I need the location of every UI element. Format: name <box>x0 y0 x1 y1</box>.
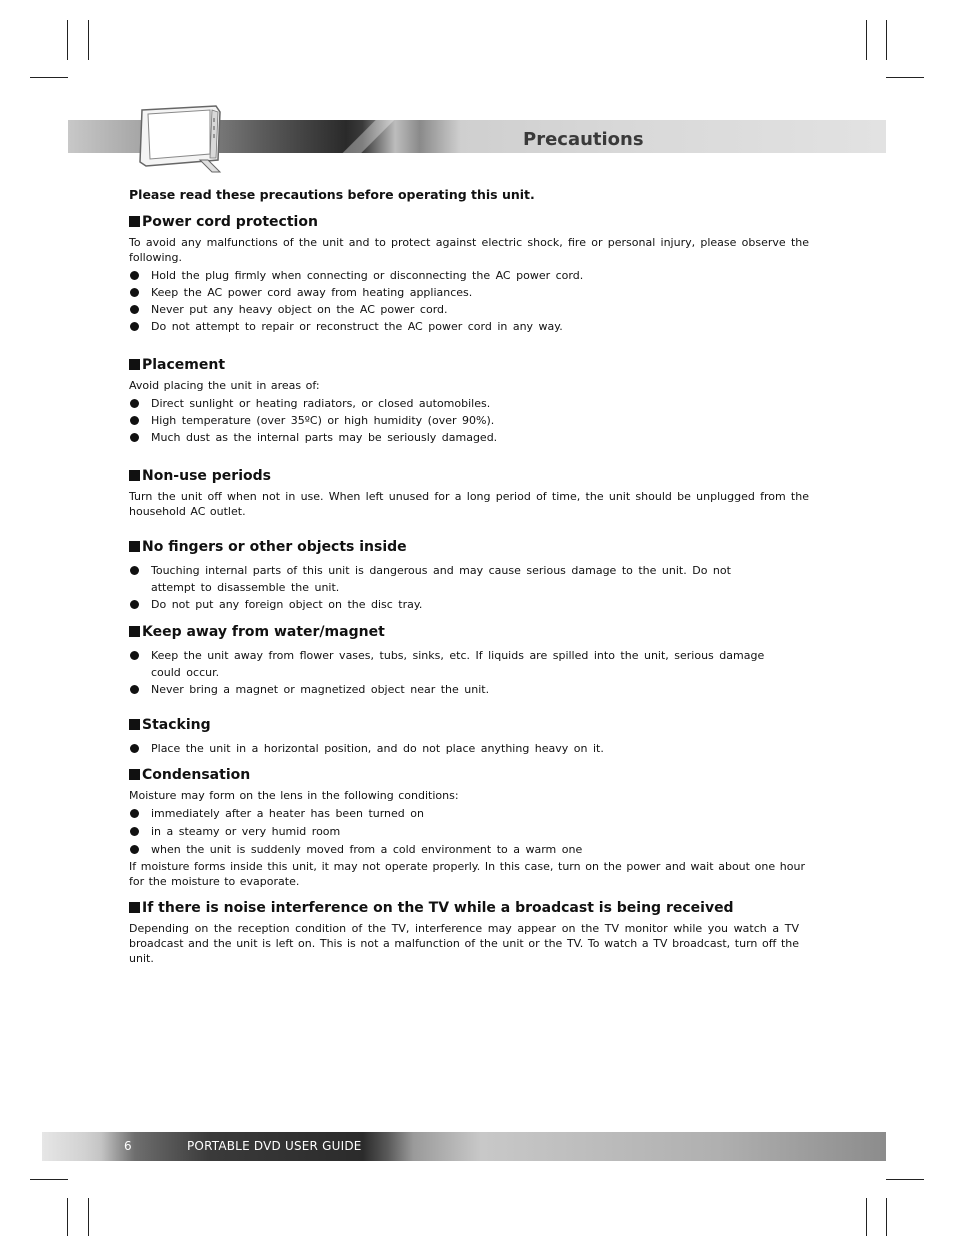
crop-mark <box>886 77 924 78</box>
crop-mark <box>886 1179 924 1180</box>
section-heading: If there is noise interference on the TV while a broadcast is being received <box>129 899 809 917</box>
crop-mark <box>30 1179 68 1180</box>
section-heading: Non-use periods <box>129 467 809 485</box>
section-text: To avoid any malfunctions of the unit and to protect against electric shock, fire or personal injury, please observe the following. <box>129 236 809 264</box>
bullet-dot-icon <box>130 600 139 609</box>
list-item: Do not attempt to repair or reconstruct the AC power cord in any way. <box>129 318 809 335</box>
list-item: Much dust as the internal parts may be seriously damaged. <box>129 429 809 446</box>
bullet-dot-icon <box>130 416 139 425</box>
bullet-dot-icon <box>130 433 139 442</box>
bullet-dot-icon <box>130 845 139 854</box>
list-item: Do not put any foreign object on the disc tray. <box>129 596 809 613</box>
list-item: Never bring a magnet or magnetized object near the unit. <box>129 681 809 698</box>
section-heading: Condensation <box>129 766 809 784</box>
list-item: Direct sunlight or heating radiators, or closed automobiles. <box>129 395 809 412</box>
crop-mark <box>886 1198 887 1236</box>
list-item: Place the unit in a horizontal position, and do not place anything heavy on it. <box>129 740 809 757</box>
list-item: Hold the plug firmly when connecting or disconnecting the AC power cord. <box>129 267 809 284</box>
section-placement <box>129 356 809 446</box>
bullet-dot-icon <box>130 744 139 753</box>
section-text: Turn the unit off when not in use. When left unused for a long period of time, the unit should be unplugged from the household AC outlet. <box>129 490 809 518</box>
footer-title: PORTABLE DVD USER GUIDE <box>187 1139 362 1153</box>
bullet-dot-icon <box>130 651 139 660</box>
section-text: Avoid placing the unit in areas of: <box>129 379 320 392</box>
bullet-dot-icon <box>130 399 139 408</box>
section-noise-interference <box>129 899 809 966</box>
bullet-dot-icon <box>130 288 139 297</box>
section-heading: Keep away from water/magnet <box>129 623 809 641</box>
section-stacking <box>129 716 809 757</box>
list-item: when the unit is suddenly moved from a cold environment to a warm one <box>129 841 809 859</box>
bullet-dot-icon <box>130 685 139 694</box>
section-power-cord <box>129 213 809 335</box>
bullet-dot-icon <box>130 809 139 818</box>
section-heading: Stacking <box>129 716 809 734</box>
square-bullet-icon <box>129 359 140 370</box>
square-bullet-icon <box>129 902 140 913</box>
bullet-dot-icon <box>130 271 139 280</box>
page-number: 6 <box>124 1139 132 1153</box>
section-non-use <box>129 467 809 519</box>
bullet-dot-icon <box>130 305 139 314</box>
list-item: High temperature (over 35ºC) or high humidity (over 90%). <box>129 412 809 429</box>
intro-text: Please read these precautions before operating this unit. <box>129 187 535 202</box>
bullet-dot-icon <box>130 322 139 331</box>
section-condensation <box>129 766 809 889</box>
crop-mark <box>866 1198 867 1236</box>
crop-mark <box>88 20 89 60</box>
square-bullet-icon <box>129 470 140 481</box>
crop-mark <box>67 20 68 60</box>
square-bullet-icon <box>129 216 140 227</box>
section-no-fingers <box>129 538 809 613</box>
footer-band <box>42 1132 886 1161</box>
section-heading: No fingers or other objects inside <box>129 538 809 556</box>
square-bullet-icon <box>129 541 140 552</box>
list-item: Never put any heavy object on the AC power cord. <box>129 301 809 318</box>
crop-mark <box>866 20 867 60</box>
section-heading: Power cord protection <box>129 213 809 231</box>
section-text: Moisture may form on the lens in the following conditions: <box>129 789 459 802</box>
crop-mark <box>886 20 887 60</box>
list-item: immediately after a heater has been turned on <box>129 805 809 823</box>
page-title: Precautions <box>523 129 644 150</box>
section-water-magnet <box>129 623 809 698</box>
list-item: Touching internal parts of this unit is dangerous and may cause serious damage to the unit. Do not attempt to disassemble the unit. <box>129 562 809 596</box>
section-text: If moisture forms inside this unit, it may not operate properly. In this case, turn on the power and wait about one hour for the moisture to evaporate. <box>129 860 805 888</box>
section-heading: Placement <box>129 356 809 374</box>
section-text: Depending on the reception condition of the TV, interference may appear on the TV monitor while you watch a TV broadcast and the unit is left on. This is not a malfunction of the unit or the TV. To watch a TV broadcast, turn off the unit. <box>129 922 799 965</box>
list-item: in a steamy or very humid room <box>129 823 809 841</box>
list-item: Keep the unit away from flower vases, tubs, sinks, etc. If liquids are spilled into the unit, serious damage could occur. <box>129 647 809 681</box>
crop-mark <box>67 1198 68 1236</box>
crop-mark <box>30 77 68 78</box>
bullet-dot-icon <box>130 827 139 836</box>
portable-dvd-player-icon <box>130 104 230 174</box>
list-item: Keep the AC power cord away from heating appliances. <box>129 284 809 301</box>
square-bullet-icon <box>129 769 140 780</box>
square-bullet-icon <box>129 626 140 637</box>
bullet-dot-icon <box>130 566 139 575</box>
crop-mark <box>88 1198 89 1236</box>
square-bullet-icon <box>129 719 140 730</box>
